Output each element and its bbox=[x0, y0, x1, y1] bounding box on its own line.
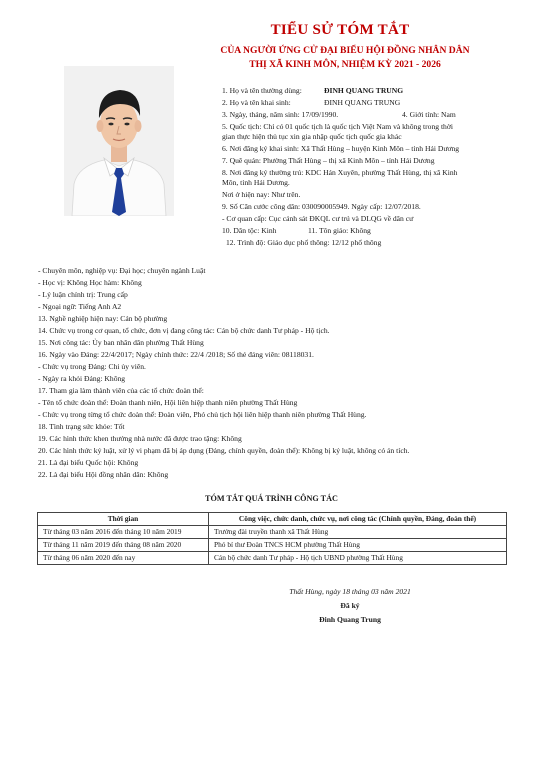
info-row-residence: 8. Nơi đăng ký thường trú: KDC Hán Xuyên, phường Thất Hùng, thị xã Kinh bbox=[222, 168, 458, 177]
work-history-table bbox=[37, 512, 507, 565]
line-specialty: - Chuyên môn, nghiệp vụ: Đại học; chuyên ngành Luật bbox=[38, 266, 206, 275]
document-subtitle bbox=[190, 44, 500, 72]
cell-description: Trưởng đài truyền thanh xã Thất Hùng bbox=[209, 526, 507, 539]
signature-signed: Đã ký bbox=[340, 601, 360, 610]
cell-time: Từ tháng 06 năm 2020 đến nay bbox=[38, 552, 209, 565]
line-party-dates: 16. Ngày vào Đảng: 22/4/2017; Ngày chính thức: 22/4 /2018; Số thẻ đảng viên: 08118031. bbox=[38, 350, 314, 359]
column-header-time: Thời gian bbox=[38, 513, 209, 526]
info-row-hometown: 7. Quê quán: Phường Thất Hùng – thị xã Kinh Môn – tỉnh Hải Dương bbox=[222, 156, 435, 165]
cell-time: Từ tháng 03 năm 2016 đến tháng 10 năm 2019 bbox=[38, 526, 209, 539]
info-row-id-card: 9. Số Căn cước công dân: 030090005949. Ngày cấp: 12/07/2018. bbox=[222, 202, 421, 211]
column-header-description: Công việc, chức danh, chức vụ, nơi công tác (Chính quyền, Đảng, đoàn thể) bbox=[209, 513, 507, 526]
subtitle-line-1: CỦA NGƯỜI ỨNG CỬ ĐẠI BIỂU HỘI ĐỒNG NHÂN DÂN bbox=[220, 45, 470, 56]
info-row-birth-place: 6. Nơi đăng ký khai sinh: Xã Thất Hùng – huyện Kinh Môn – tỉnh Hải Dương bbox=[222, 144, 460, 153]
portrait-photo bbox=[64, 66, 174, 216]
line-party-exit: - Ngày ra khỏi Đảng: Không bbox=[38, 374, 126, 383]
portrait-illustration bbox=[64, 66, 174, 216]
line-organization-roles: - Chức vụ trong từng tổ chức đoàn thể: Đoàn viên, Phó chủ tịch hội liên hiệp thanh niên phường Thất Hùng. bbox=[38, 410, 367, 419]
table-row bbox=[38, 526, 507, 539]
info-row-birth-name: 2. Họ và tên khai sinh: ĐINH QUANG TRUNG bbox=[222, 98, 401, 107]
line-national-assembly: 21. Là đại biểu Quốc hội: Không bbox=[38, 458, 139, 467]
info-row-current-address: Nơi ở hiện nay: Như trên. bbox=[222, 190, 301, 199]
document-title: TIỂU SỬ TÓM TẮT bbox=[270, 22, 410, 38]
info-row-name: 1. Họ và tên thường dùng: ĐINH QUANG TRUNG bbox=[222, 86, 404, 95]
info-row-id-issuer: - Cơ quan cấp: Cục cảnh sát ĐKQL cư trú và DLQG về dân cư bbox=[222, 214, 414, 223]
line-political-theory: - Lý luận chính trị: Trung cấp bbox=[38, 290, 128, 299]
line-health: 18. Tình trạng sức khỏe: Tốt bbox=[38, 422, 125, 431]
line-occupation: 13. Nghề nghiệp hiện nay: Cán bộ phường bbox=[38, 314, 168, 323]
line-position: 14. Chức vụ trong cơ quan, tổ chức, đơn vị đang công tác: Cán bộ chức danh Tư pháp - Hộ tịch. bbox=[38, 326, 330, 335]
info-row-nationality: 5. Quốc tịch: Chỉ có 01 quốc tịch là quốc tịch Việt Nam và không trong thời bbox=[222, 122, 453, 131]
table-row bbox=[38, 539, 507, 552]
work-history-title: TÓM TẮT QUÁ TRÌNH CÔNG TÁC bbox=[205, 494, 338, 503]
line-workplace: 15. Nơi công tác: Ủy ban nhân dân phường Thất Hùng bbox=[38, 338, 204, 347]
table-row bbox=[38, 552, 507, 565]
info-row-nationality-cont: gian thực hiện thủ tục xin gia nhập quốc tịch quốc gia khác bbox=[222, 132, 402, 141]
line-foreign-language: - Ngoại ngữ: Tiếng Anh A2 bbox=[38, 302, 122, 311]
line-peoples-council: 22. Là đại biểu Hội đồng nhân dân: Không bbox=[38, 470, 169, 479]
cell-description: Cán bộ chức danh Tư pháp - Hộ tịch UBND phường Thất Hùng bbox=[209, 552, 507, 565]
subtitle-line-2: THỊ XÃ KINH MÔN, NHIỆM KỲ 2021 - 2026 bbox=[249, 59, 441, 70]
info-row-residence-cont: Môn, tỉnh Hải Dương. bbox=[222, 178, 290, 187]
line-party-position: - Chức vụ trong Đảng: Chi ủy viên. bbox=[38, 362, 146, 371]
table-header-row bbox=[38, 513, 507, 526]
line-awards: 19. Các hình thức khen thưởng nhà nước đã được trao tặng: Không bbox=[38, 434, 242, 443]
line-organizations: 17. Tham gia làm thành viên của các tổ chức đoàn thể: bbox=[38, 386, 204, 395]
signature-place-date: Thất Hùng, ngày 18 tháng 03 năm 2021 bbox=[289, 587, 411, 596]
line-organization-names: - Tên tổ chức đoàn thể: Đoàn thanh niên, Hội liên hiệp thanh niên phường Thất Hùng bbox=[38, 398, 298, 407]
line-discipline: 20. Các hình thức kỷ luật, xử lý vi phạm đã bị áp dụng (Đảng, chính quyền, đoàn thể): Không bị kỷ luật, không có án tích. bbox=[38, 446, 410, 455]
line-degree: - Học vị: Không Học hàm: Không bbox=[38, 278, 142, 287]
signature-name: Đinh Quang Trung bbox=[319, 615, 381, 624]
info-row-ethnicity-religion: 10. Dân tộc: Kinh 11. Tôn giáo: Không bbox=[222, 226, 371, 235]
personal-info-right bbox=[222, 86, 459, 250]
info-row-dob-gender: 3. Ngày, tháng, năm sinh: 17/09/1990. 4. Giới tính: Nam bbox=[222, 110, 456, 119]
info-row-education: 12. Trình độ: Giáo dục phổ thông: 12/12 phổ thông bbox=[226, 238, 382, 247]
cell-time: Từ tháng 11 năm 2019 đến tháng 08 năm 2020 bbox=[38, 539, 209, 552]
personal-info-full bbox=[38, 266, 508, 482]
cell-description: Phó bí thư Đoàn TNCS HCM phường Thất Hùng bbox=[209, 539, 507, 552]
